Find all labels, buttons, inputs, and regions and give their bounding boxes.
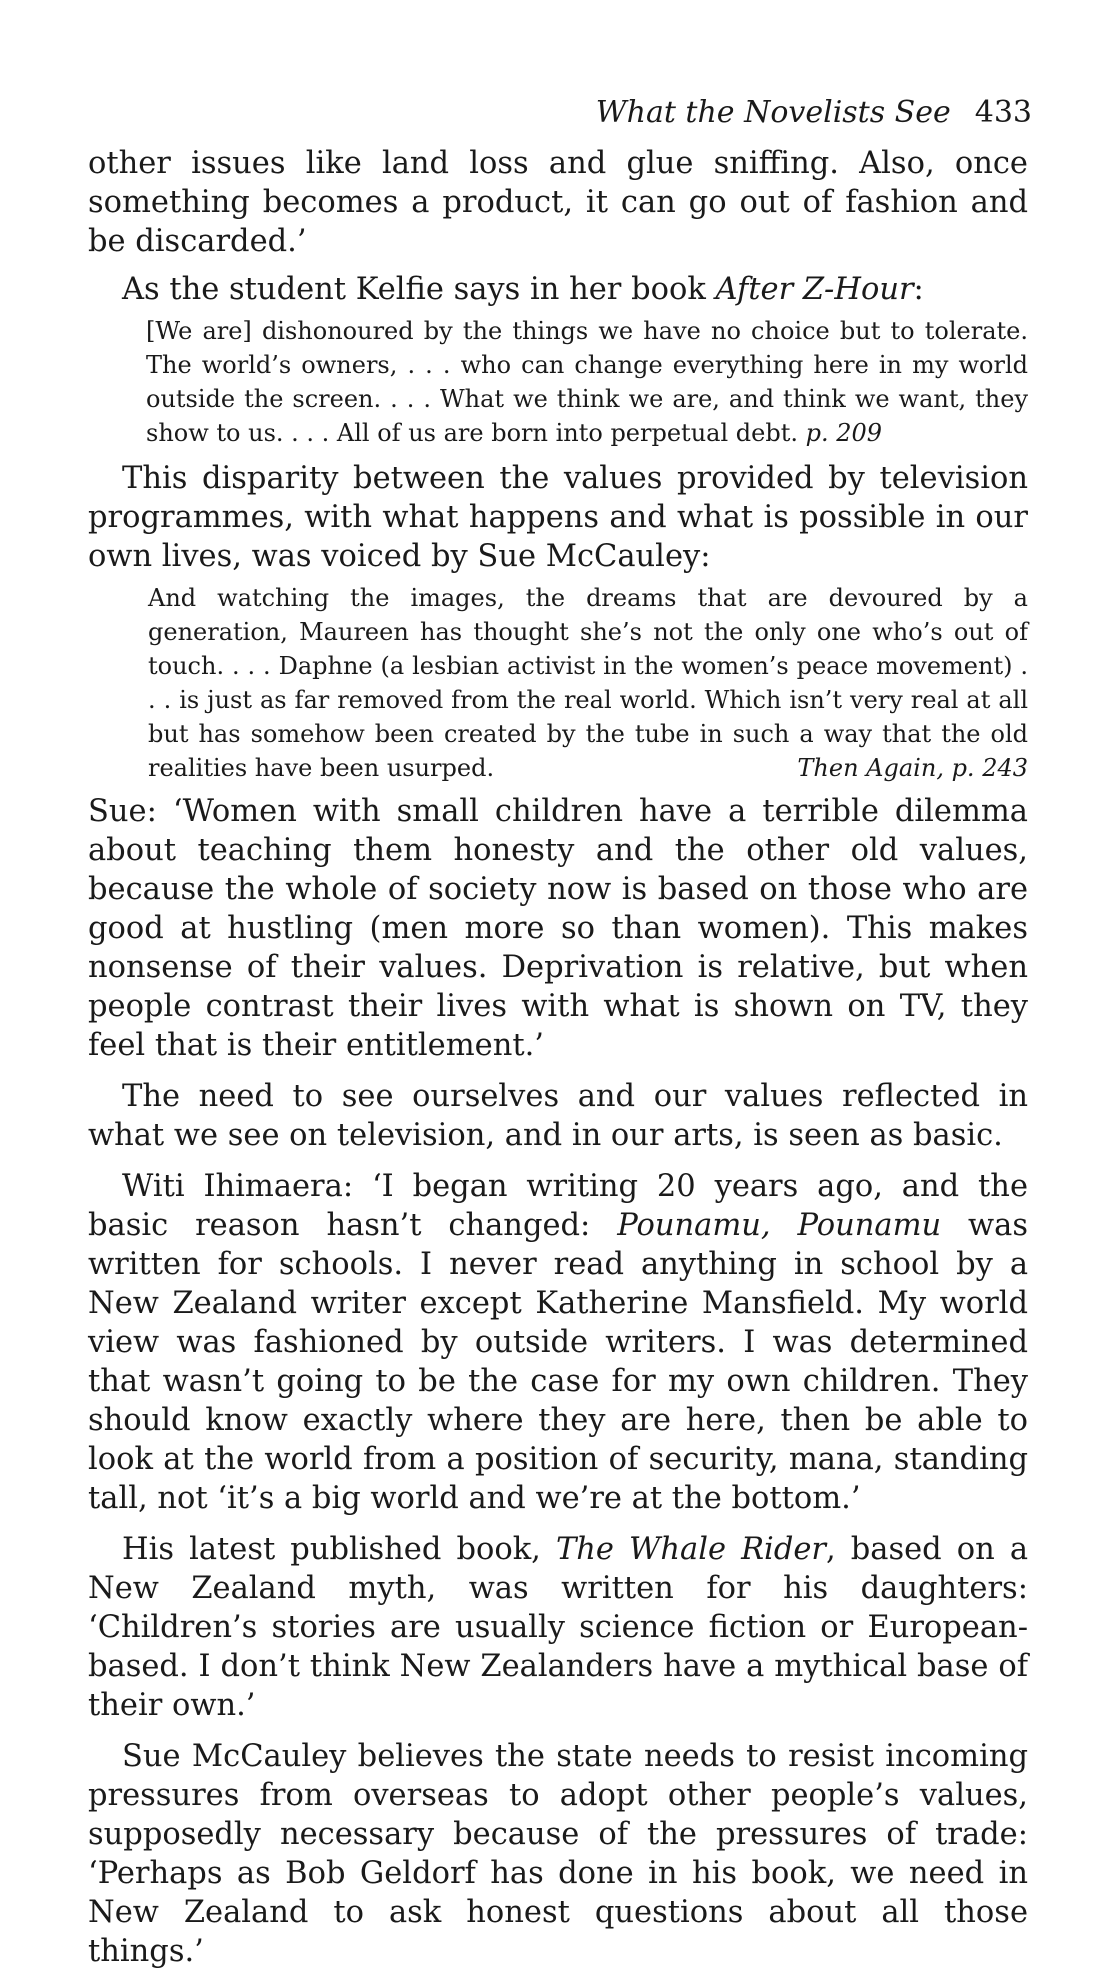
paragraph-sue-dilemma: Sue: ‘Women with small children have a terrible dilemma about teaching them honesty and the other old values, because the whole of society now is based on those who are good at hustling (men more so than women). This makes nonsense of their values. Deprivation is relative, but when people contrast their lives with what is shown on TV, they feel that is their entitlement.’ [88, 794, 1028, 1063]
book-title-after-z-hour: After Z-Hour [715, 272, 914, 307]
paragraph-ihimaera: Witi Ihimaera: ‘I began writing 20 years ago, and the basic reason hasn’t changed: Pounamu, Pounamu was written for schools. I never read anything in school by a New Zealand writer except Katherine Mansfield. My world view was fashioned by outside writers. I was determined that wasn’t going to be the case for my own children. They should know exactly where they are here, then be able to look at the world from a position of security, mana, standing tall, not ‘it’s a big world and we’re at the bottom.’ [88, 1169, 1028, 1516]
book-title-whale-rider: The Whale Rider [555, 1532, 826, 1567]
paragraph-disparity: This disparity between the values provided by television programmes, with what happens and what is possible in our own lives, was voiced by Sue McCauley: [88, 461, 1028, 574]
block-quote-mccauley: And watching the images, the dreams that are devoured by a generation, Maureen has thought she’s not the only one who’s out of touch. . . . Daphne (a lesbian activist in the women’s peace movement) . . . is just as far removed from the real world. Which isn’t very real at all but has somehow been created by the tube in such a way that the old realities have been usurped. Then Again, p. 243 [148, 581, 1028, 785]
quote-citation: p. 209 [805, 419, 883, 447]
paragraph-whale-rider: His latest published book, The Whale Rider, based on a New Zealand myth, was written for his daughters: ‘Children’s stories are usually science fiction or European-based. I don’t think New Zealanders have a mythical base of their own.’ [88, 1532, 1028, 1723]
book-page [88, 95, 1032, 1971]
paragraph-continued: other issues like land loss and glue sniffing. Also, once something becomes a product, it can go out of fashion and be discarded.’ [88, 146, 1028, 259]
paragraph-kelfie-intro: As the student Kelfie says in her book After Z-Hour: [122, 272, 924, 307]
book-title-pounamu: Pounamu, Pounamu [617, 1208, 942, 1243]
quote-citation: Then Again, p. 243 [797, 754, 1028, 782]
running-title: What the Novelists See [595, 95, 951, 130]
paragraph-mccauley-state: Sue McCauley believes the state needs to resist incoming pressures from overseas to adopt other people’s values, supposedly necessary because of the pressures of trade: ‘Perhaps as Bob Geldorf has done in his book, we need in New Zealand to ask honest questions about all those things.’ [88, 1739, 1028, 1969]
page-number: 433 [974, 95, 1032, 130]
block-quote-kelfie: [We are] dishonoured by the things we have no choice but to tolerate. The world’s owners, . . . who can change everything here in my world outside the screen. . . . What we think we are, and think we want, they show to us. . . . All of us are born into perpetual debt. p. 209 [146, 317, 1028, 447]
running-header [88, 95, 1032, 130]
paragraph-need-to-see: The need to see ourselves and our values reflected in what we see on television, and in our arts, is seen as basic. [88, 1079, 1028, 1153]
